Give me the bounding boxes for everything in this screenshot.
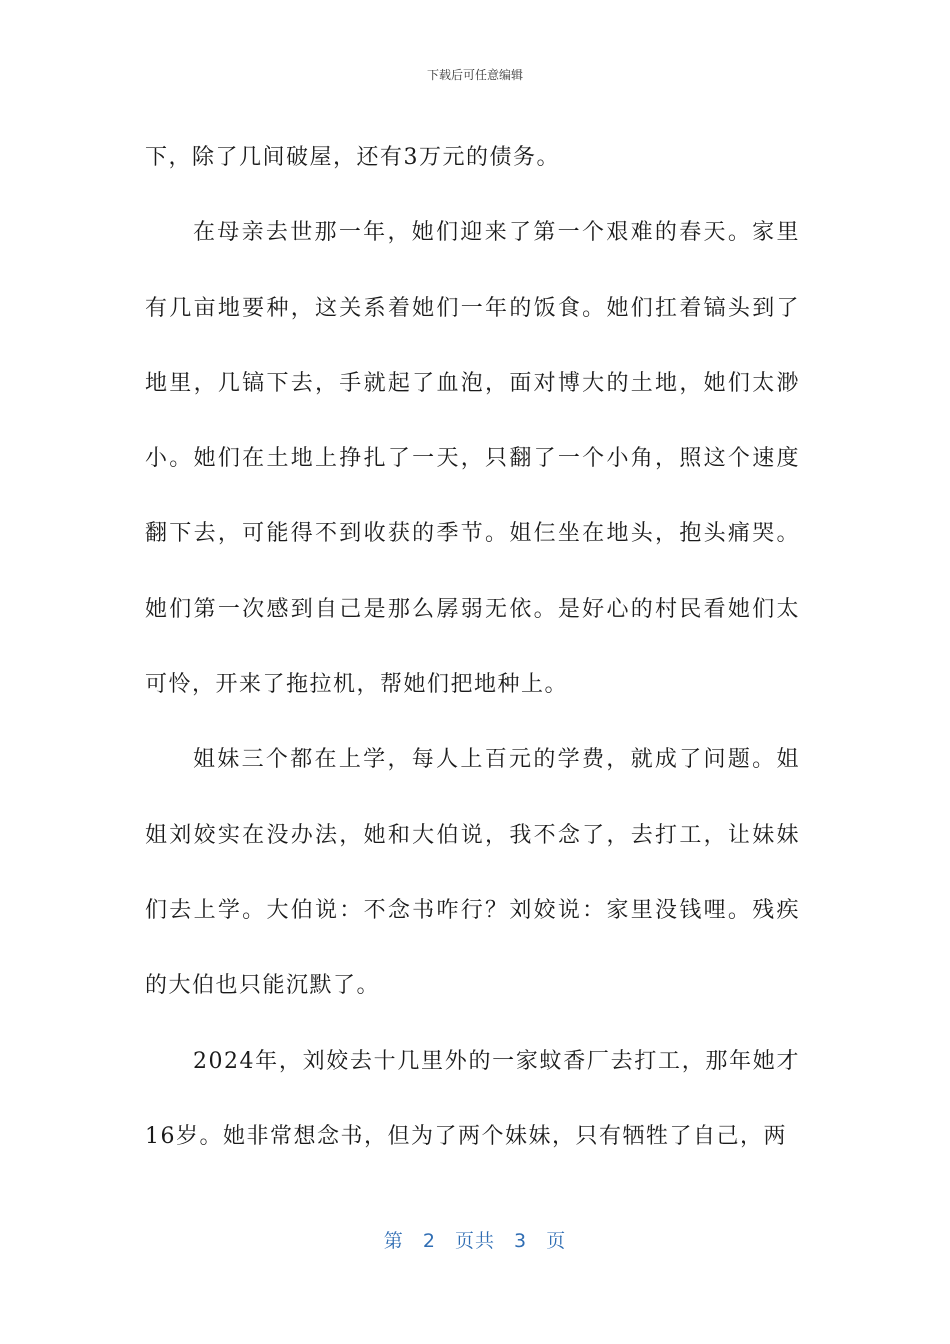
body-text (145, 120, 800, 1174)
footer-prefix: 第 (383, 1230, 404, 1252)
header-note: 下载后可任意编辑 (426, 68, 523, 82)
paragraph: 2024年，刘姣去十几里外的一家蚊香厂去打工，那年她才16岁。她非常想念书，但为了两个妹妹，只有牺牲了自己，两 (145, 1048, 800, 1149)
paragraph: 姐妹三个都在上学，每人上百元的学费，就成了问题。姐姐刘姣实在没办法，她和大伯说，我不念了，去打工，让妹妹们去上学。大伯说：不念书咋行？刘姣说：家里没钱哩。残疾的大伯也只能沉默了。 (145, 747, 800, 999)
page-footer (0, 1226, 950, 1253)
paragraph-continuation: 下，除了几间破屋，还有3万元的债务。 (145, 145, 560, 170)
footer-suffix: 页 (546, 1230, 567, 1252)
current-page-number: 2 (422, 1230, 436, 1252)
footer-middle: 页共 (454, 1230, 495, 1252)
total-pages-number: 3 (514, 1230, 528, 1252)
paragraph: 在母亲去世那一年，她们迎来了第一个艰难的春天。家里有几亩地要种，这关系着她们一年的饭食。她们扛着镐头到了地里，几镐下去，手就起了血泡，面对博大的土地，她们太渺小。她们在土地上挣扎了一天，只翻了一个小角，照这个速度翻下去，可能得不到收获的季节。姐仨坐在地头，抱头痛哭。她们第一次感到自己是那么孱弱无依。是好心的村民看她们太可怜，开来了拖拉机，帮她们把地种上。 (145, 220, 800, 698)
